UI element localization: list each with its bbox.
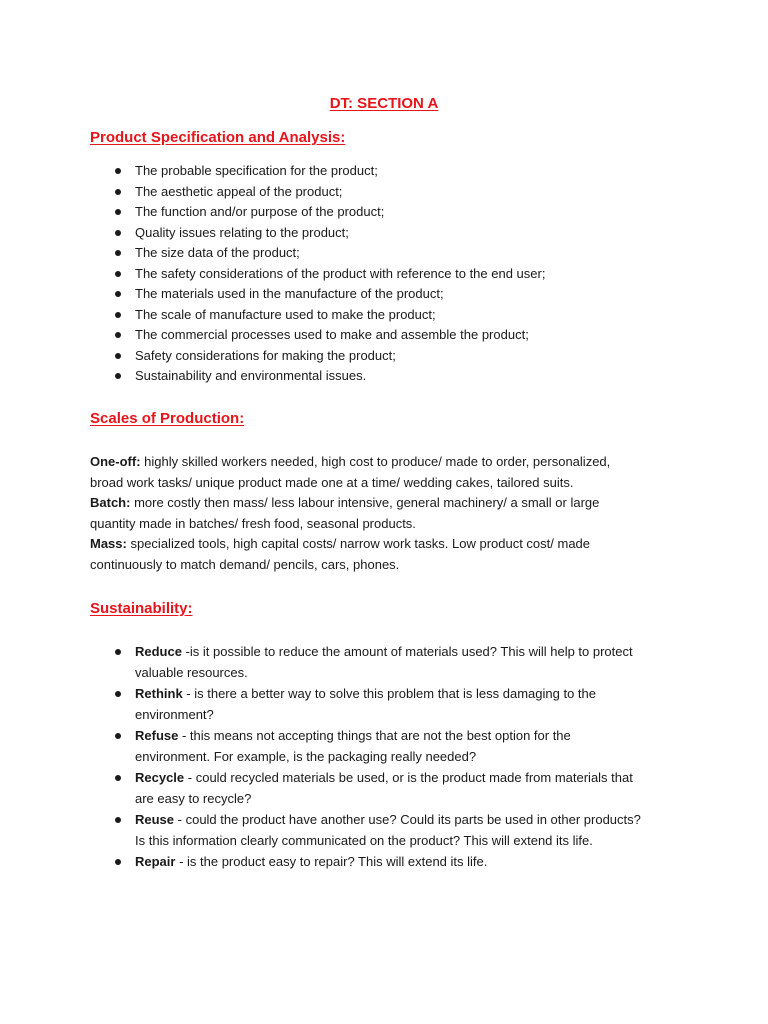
list-item: Sustainability and environmental issues.: [113, 366, 545, 387]
scale-description: continuously to match demand/ pencils, cars, phones.: [90, 556, 400, 572]
sustainability-term: Refuse: [135, 728, 179, 743]
sustainability-term: Rethink: [135, 686, 183, 701]
list-item: The safety considerations of the product with reference to the end user;: [113, 264, 545, 285]
document-title: DT: SECTION A: [329, 95, 439, 112]
scale-term: Mass:: [90, 536, 127, 551]
scale-entry-one-off: [90, 452, 690, 493]
sustainability-description: environment. For example, is the packaging really needed?: [135, 749, 477, 764]
sustainability-term: Repair: [135, 854, 176, 869]
list-item: [113, 725, 683, 767]
list-item: The function and/or purpose of the product;: [113, 202, 545, 223]
heading-scales-of-production: Scales of Production:: [90, 410, 245, 427]
list-item: The scale of manufacture used to make the product;: [113, 305, 545, 326]
list-item: The probable specification for the product;: [113, 161, 545, 182]
sustainability-term: Recycle: [135, 770, 185, 785]
list-item: [113, 851, 683, 872]
sustainability-description: - is the product easy to repair? This will extend its life.: [175, 854, 488, 869]
sustainability-description: -is it possible to reduce the amount of materials used? This will help to protect: [181, 644, 633, 659]
sustainability-description: valuable resources.: [135, 665, 248, 680]
list-item: Quality issues relating to the product;: [113, 223, 545, 244]
list-item: Safety considerations for making the product;: [113, 346, 545, 367]
scales-of-production-text: [90, 452, 690, 575]
scale-description: quantity made in batches/ fresh food, seasonal products.: [90, 515, 416, 531]
sustainability-description: Is this information clearly communicated on the product? This will extend its life.: [135, 833, 593, 848]
sustainability-list: [113, 641, 683, 872]
list-item: The aesthetic appeal of the product;: [113, 182, 545, 203]
heading-sustainability: Sustainability:: [90, 600, 193, 617]
sustainability-term: Reuse: [135, 812, 175, 827]
sustainability-description: are easy to recycle?: [135, 791, 252, 806]
scale-description: broad work tasks/ unique product made one at a time/ wedding cakes, tailored suits.: [90, 474, 574, 490]
heading-product-specification: Product Specification and Analysis:: [90, 129, 346, 146]
list-item: The size data of the product;: [113, 243, 545, 264]
sustainability-description: - is there a better way to solve this problem that is less damaging to the: [182, 686, 596, 701]
scale-description: highly skilled workers needed, high cost to produce/ made to order, personalized,: [140, 454, 611, 469]
sustainability-description: - could the product have another use? Could its parts be used in other products?: [174, 812, 641, 827]
list-item: [113, 809, 683, 851]
scale-description: more costly then mass/ less labour intensive, general machinery/ a small or large: [130, 495, 600, 510]
sustainability-description: - this means not accepting things that are not the best option for the: [178, 728, 571, 743]
list-item: [113, 641, 683, 683]
sustainability-description: - could recycled materials be used, or is the product made from materials that: [184, 770, 633, 785]
scale-term: Batch:: [90, 495, 131, 510]
scale-entry-batch: [90, 493, 690, 534]
scale-term: One-off:: [90, 454, 141, 469]
sustainability-term: Reduce: [135, 644, 182, 659]
list-item: The commercial processes used to make and assemble the product;: [113, 325, 545, 346]
sustainability-description: environment?: [135, 707, 214, 722]
scale-description: specialized tools, high capital costs/ narrow work tasks. Low product cost/ made: [126, 536, 591, 551]
list-item: [113, 767, 683, 809]
list-item: The materials used in the manufacture of the product;: [113, 284, 545, 305]
scale-entry-mass: [90, 534, 690, 575]
product-spec-list: [113, 161, 545, 387]
list-item: [113, 683, 683, 725]
